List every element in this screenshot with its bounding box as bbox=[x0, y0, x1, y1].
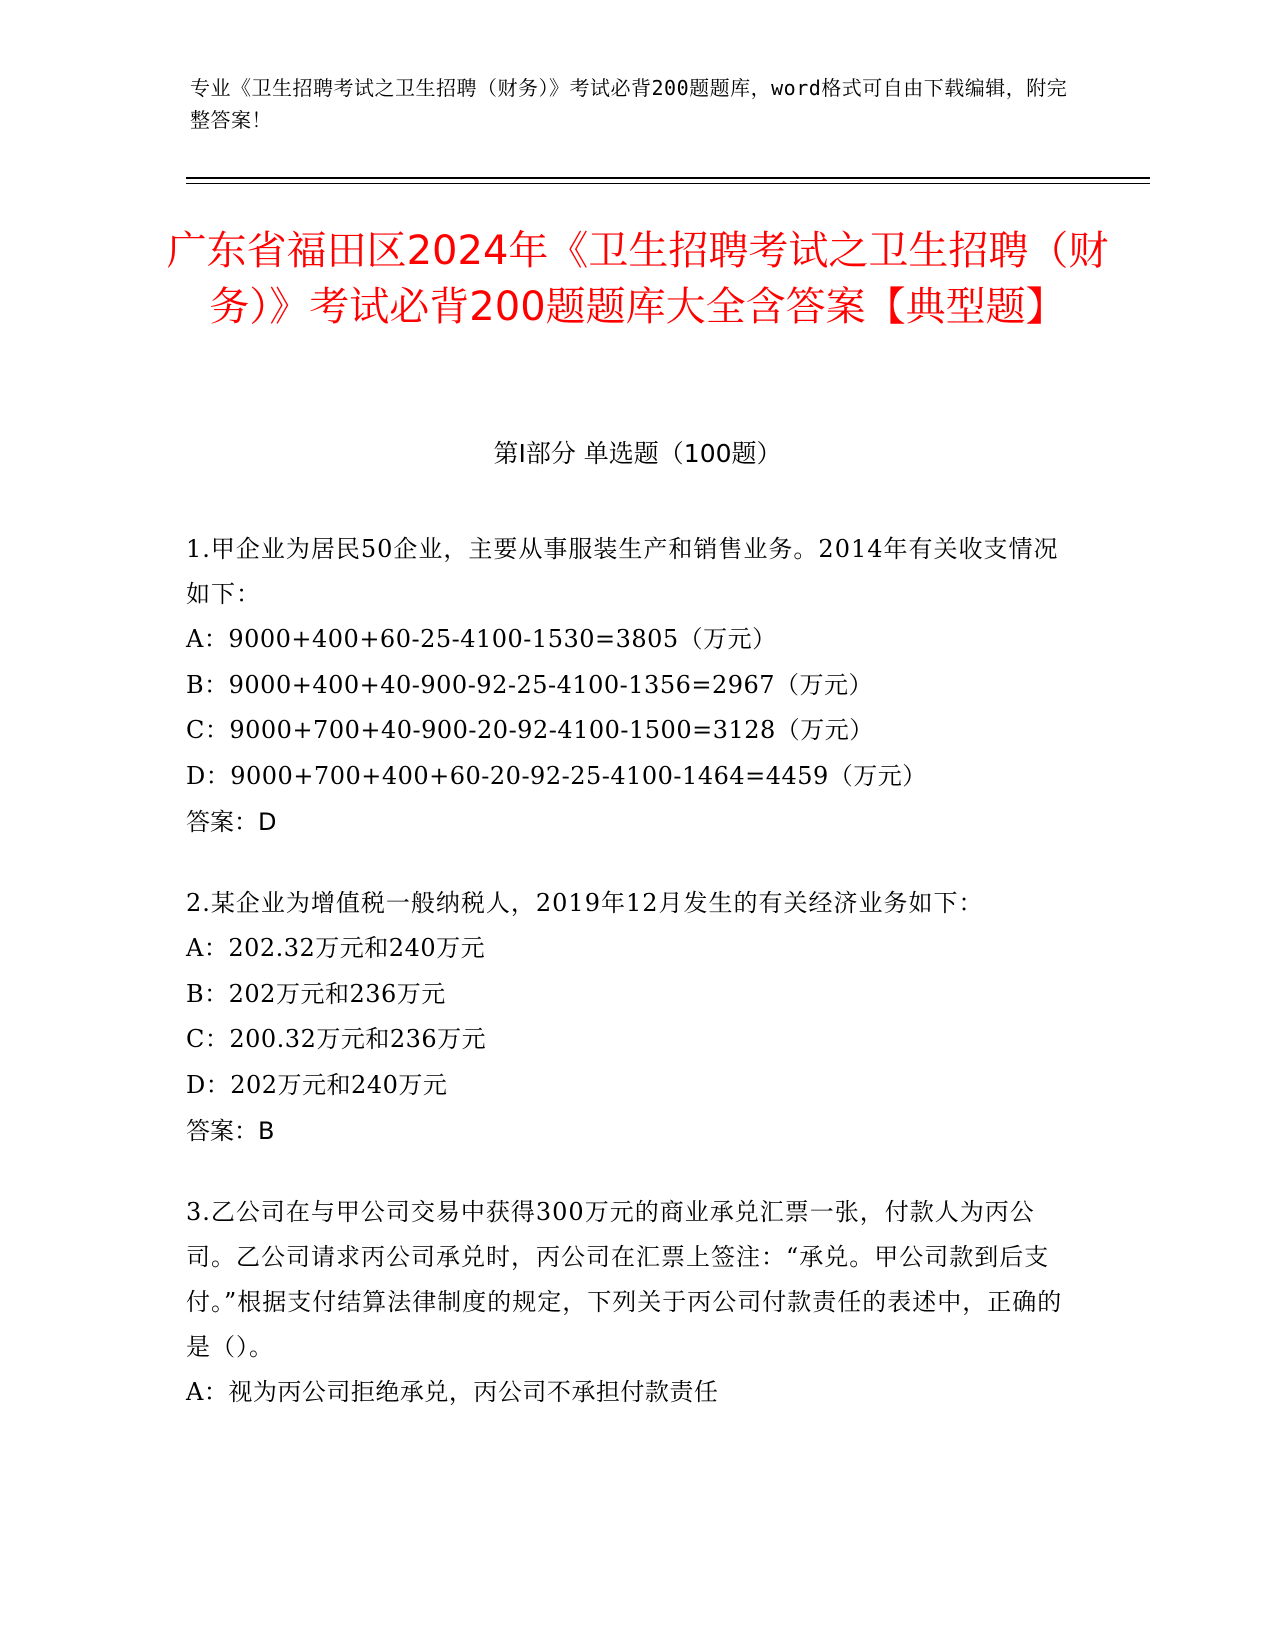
question-answer: 答案：D bbox=[186, 808, 277, 836]
option-a: A：视为丙公司拒绝承兑，丙公司不承担付款责任 bbox=[186, 1378, 719, 1406]
option-a: A：202.32万元和240万元 bbox=[186, 934, 486, 962]
option-c: C：200.32万元和236万元 bbox=[186, 1025, 487, 1053]
question-2 bbox=[186, 881, 1081, 1154]
question-list bbox=[186, 527, 1081, 1452]
question-stem: 3.乙公司在与甲公司交易中获得300万元的商业承兑汇票一张，付款人为丙公司。乙公司请求丙公司承兑时，丙公司在汇票上签注：“承兑。甲公司款到后支付。”根据支付结算法律制度的规定，下列关于丙公司付款责任的表述中，正确的是（）。 bbox=[186, 1198, 1063, 1361]
question-1 bbox=[186, 527, 1081, 845]
option-d: D：9000+700+400+60-20-92-25-4100-1464=4459（万元） bbox=[186, 761, 927, 790]
option-b: B：9000+400+40-900-92-25-4100-1356=2967（万元） bbox=[186, 670, 874, 699]
question-stem: 1.甲企业为居民50企业，主要从事服装生产和销售业务。2014年有关收支情况如下： bbox=[186, 535, 1059, 608]
option-d: D：202万元和240万元 bbox=[186, 1070, 448, 1099]
question-answer: 答案：B bbox=[186, 1117, 275, 1145]
section-heading: 第Ⅰ部分 单选题（100题） bbox=[493, 439, 782, 468]
document-title: 广东省福田区2024年《卫生招聘考试之卫生招聘（财务）》考试必背200题题库大全含答案【典型题】 bbox=[166, 228, 1109, 330]
header-divider-thick bbox=[186, 177, 1150, 179]
option-a: A：9000+400+60-25-4100-1530=3805（万元） bbox=[186, 625, 777, 653]
header-note: 专业《卫生招聘考试之卫生招聘（财务）》考试必背200题题库，word格式可自由下载编辑，附完整答案！ bbox=[190, 76, 1068, 132]
header-divider-thin bbox=[186, 183, 1150, 184]
question-3 bbox=[186, 1190, 1081, 1416]
question-stem: 2.某企业为增值税一般纳税人，2019年12月发生的有关经济业务如下： bbox=[186, 889, 984, 917]
option-c: C：9000+700+40-900-20-92-4100-1500=3128（万元） bbox=[186, 716, 874, 744]
option-b: B：202万元和236万元 bbox=[186, 979, 446, 1008]
